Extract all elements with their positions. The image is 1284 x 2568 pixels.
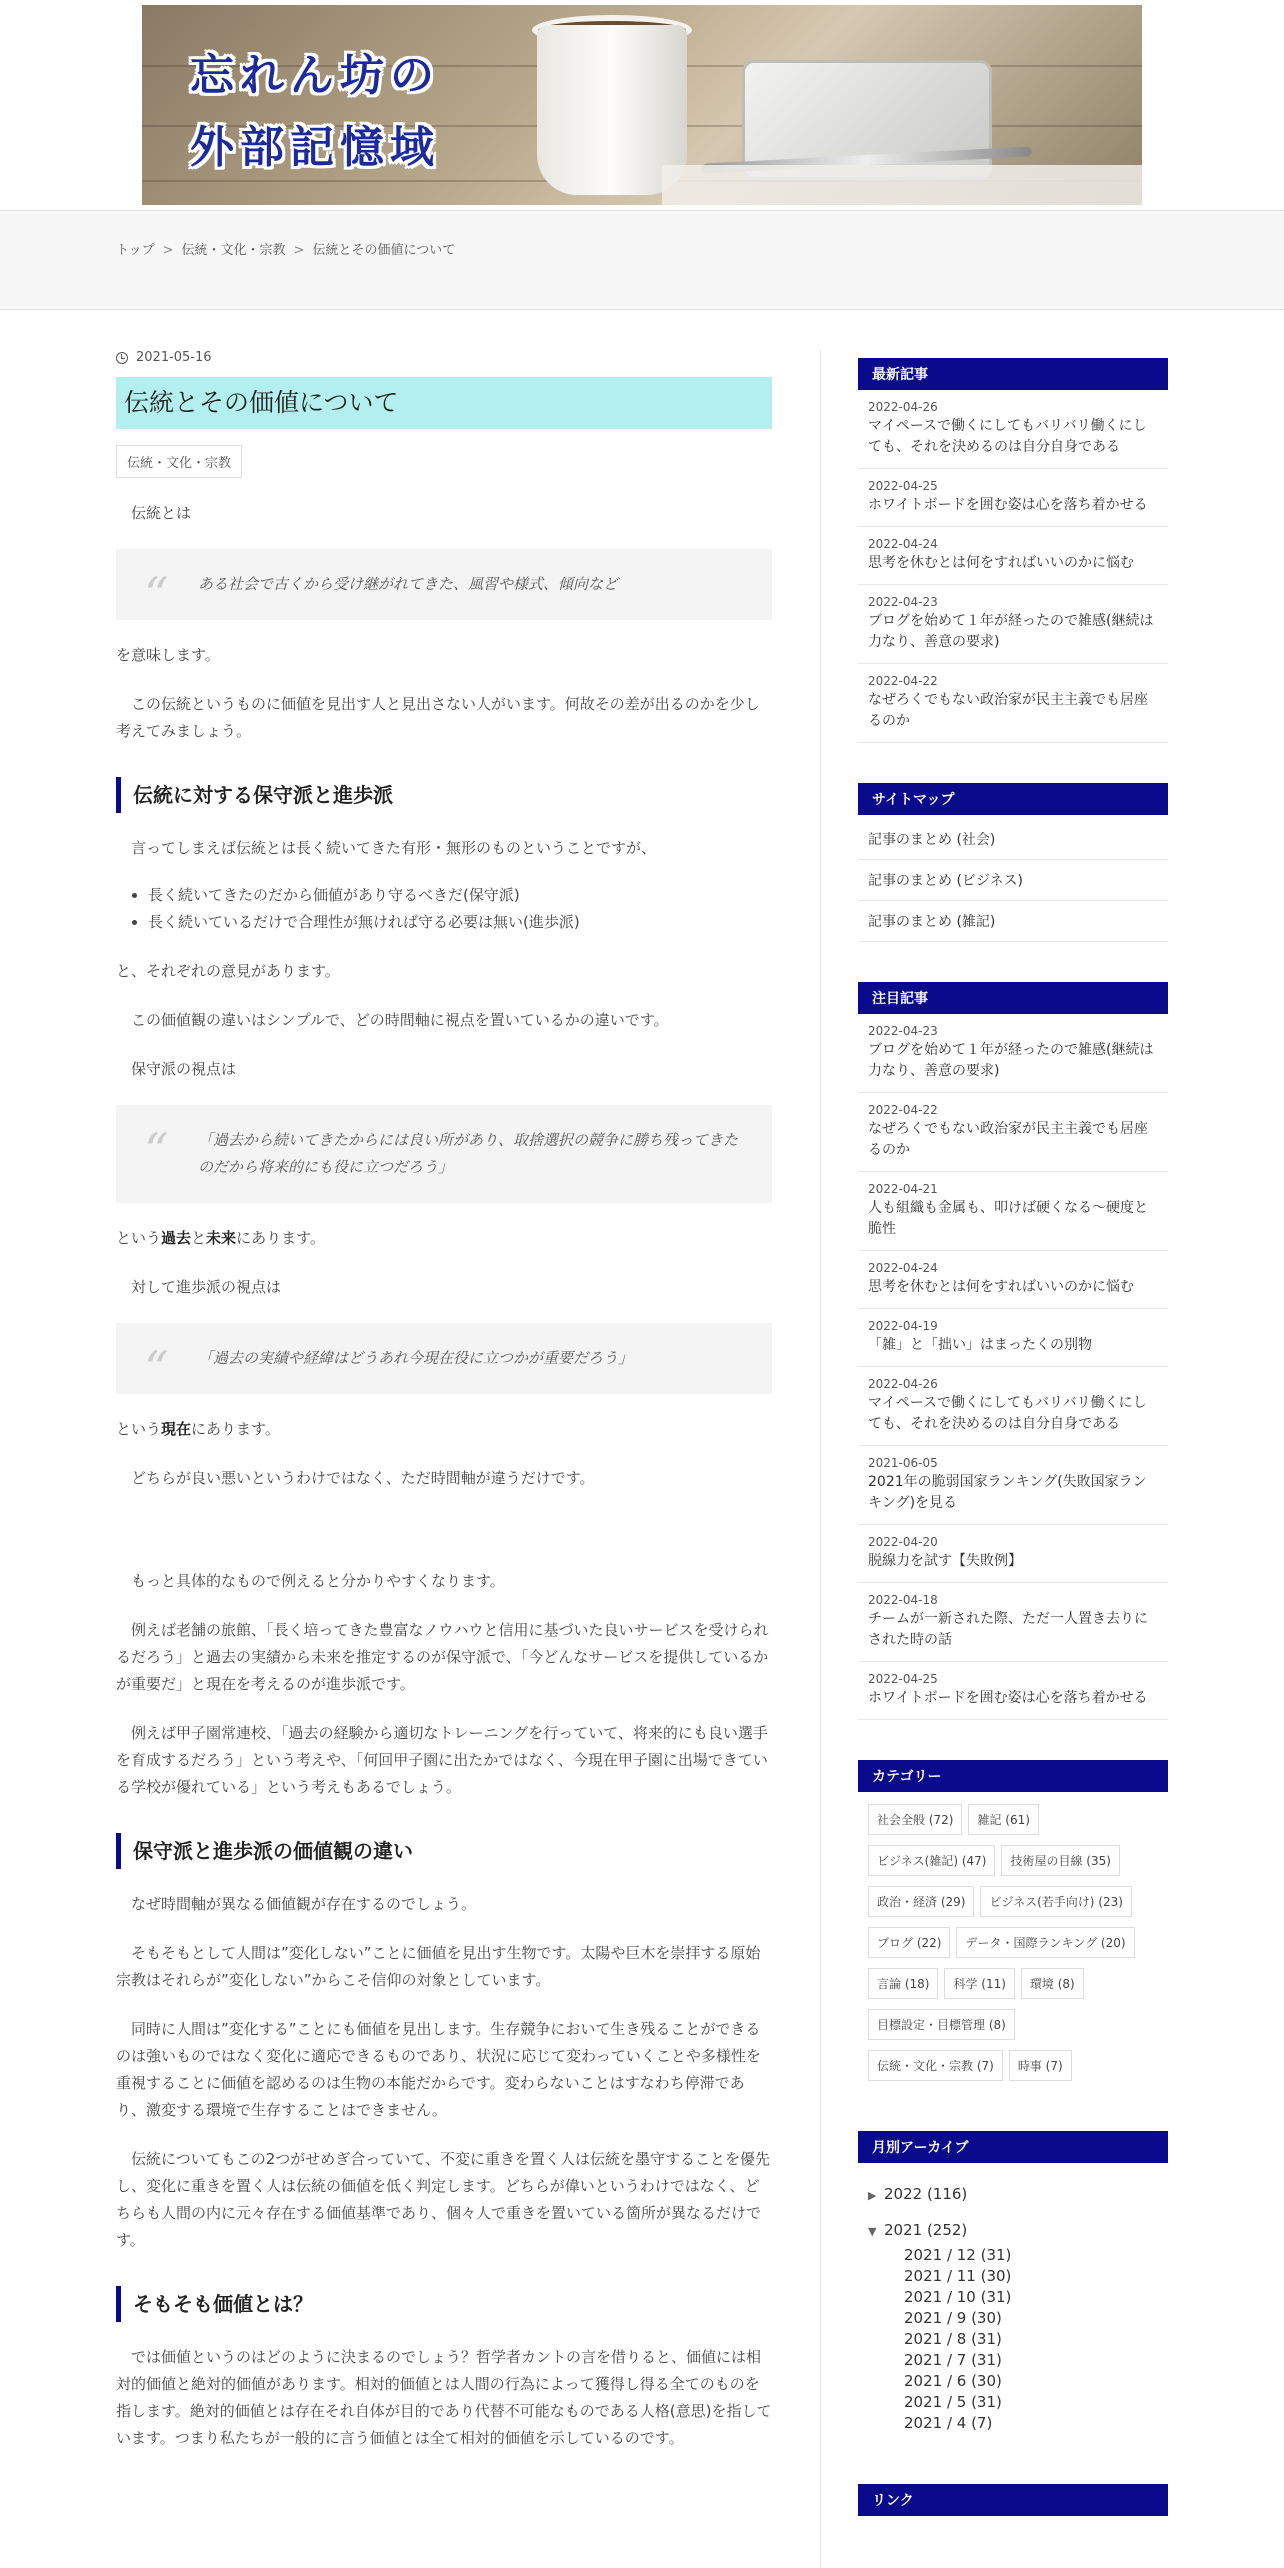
archive-month-link[interactable]: 2021 / 11 (30) (904, 2267, 1012, 2285)
archive-month-link[interactable]: 2021 / 7 (31) (904, 2351, 1002, 2369)
breadcrumb-category[interactable]: 伝統・文化・宗教 (181, 243, 286, 258)
site-title[interactable]: 忘れん坊の 外部記憶域 (190, 50, 440, 173)
category-tag[interactable]: データ・国際ランキング (20) (956, 1927, 1134, 1958)
article-title-link[interactable]: 脱線力を試す【失敗例】 (868, 1553, 1022, 1569)
article-title-link[interactable]: チームが一新された際、ただ一人置き去りにされた時の話 (868, 1611, 1148, 1648)
article-title-link[interactable]: ブログを始めて１年が経ったので雑感(継続は力なり、善意の要求) (868, 1042, 1154, 1079)
list-item: • 長く続いているだけで合理性が無ければ守る必要は無い(進歩派) (148, 909, 772, 936)
post-date: 2021-05-16 (116, 350, 772, 365)
paragraph: という現在にあります。 (116, 1420, 280, 1438)
paragraph: この価値観の違いはシンプルで、どの時間軸に視点を置いているかの違いです。 (131, 1011, 669, 1029)
article-date: 2021-06-05 (868, 1456, 938, 1470)
article-title-link[interactable]: 思考を休むとは何をすればいいのかに悩む (868, 1279, 1134, 1295)
article-title-link[interactable]: 「雑」と「拙い」はまったくの別物 (868, 1337, 1092, 1353)
article-title-link[interactable]: マイペースで働くにしてもバリバリ働くにしても、それを決めるのは自分自身である (868, 1395, 1147, 1432)
featured-post-item[interactable] (858, 1446, 1168, 1525)
category-tag[interactable]: 環境 (8) (1021, 1968, 1084, 1999)
paragraph: という過去と未来にあります。 (116, 1229, 325, 1247)
featured-post-item[interactable] (858, 1172, 1168, 1251)
caret-down-icon: ▼ (868, 2225, 877, 2238)
article-title-link[interactable]: 2021年の脆弱国家ランキング(失敗国家ランキング)を見る (868, 1474, 1147, 1511)
recent-post-item[interactable] (858, 527, 1168, 585)
archive-year-2021[interactable]: ▼ 2021 (252) (868, 2217, 1158, 2245)
featured-post-item[interactable] (858, 1093, 1168, 1172)
recent-post-item[interactable] (858, 390, 1168, 469)
recent-posts-widget (858, 358, 1168, 743)
category-tag[interactable]: ビジネス(雑記) (47) (868, 1845, 995, 1876)
article-title-link[interactable]: ブログを始めて１年が経ったので雑感(継続は力なり、善意の要求) (868, 613, 1154, 650)
paragraph: では価値というのはどのように決まるのでしょう？哲学者カントの言を借りると、価値には相対的価値と絶対的価値があります。相対的価値とは人間の行為によって獲得し得る全てのものを指します。絶対的価値とは存在それ自体が目的であり代替不可能なものである人格(意思)を指しています。つまり私たちが一般的に言う価値とは全て相対的価値を示しているのです。 (116, 2348, 772, 2447)
paragraph: と、それぞれの意見があります。 (116, 962, 340, 980)
quote-icon: “ (144, 567, 169, 623)
category-tag[interactable]: ビジネス(若手向け) (23) (980, 1886, 1131, 1917)
category-tag[interactable]: 技術屋の目線 (35) (1001, 1845, 1119, 1876)
paragraph: を意味します。 (116, 646, 220, 664)
article-date: 2022-04-19 (868, 1319, 938, 1333)
paragraph: どちらが良い悪いというわけではなく、ただ時間軸が違うだけです。 (131, 1469, 595, 1487)
paragraph: 伝統とは (131, 504, 192, 522)
article-date: 2022-04-24 (868, 1261, 938, 1275)
article-date: 2022-04-25 (868, 479, 938, 493)
paragraph: 例えば老舗の旅館、「長く培ってきた豊富なノウハウと信用に基づいた良いサービスを受けられるだろう」と過去の実績から未来を推定するのが保守派で、「今どんなサービスを提供しているかが重要だ」と現在を考えるのが進歩派です。 (116, 1621, 769, 1693)
archive-month-link[interactable]: 2021 / 6 (30) (904, 2372, 1002, 2390)
article-title-link[interactable]: マイペースで働くにしてもバリバリ働くにしても、それを決めるのは自分自身である (868, 418, 1147, 455)
column-divider (820, 350, 821, 2568)
widget-title: リンク (858, 2484, 1168, 2516)
sitemap-widget (858, 783, 1168, 942)
article-date: 2022-04-23 (868, 595, 938, 609)
site-header (0, 0, 1284, 210)
article-title-link[interactable]: 人も組織も金属も、叩けば硬くなる～硬度と脆性 (868, 1200, 1148, 1237)
article-title-link[interactable]: なぜろくでもない政治家が民主主義でも居座るのか (868, 692, 1148, 729)
paragraph: この伝統というものに価値を見出す人と見出さない人がいます。何故その差が出るのかを少し考えてみましょう。 (116, 695, 760, 740)
featured-posts-widget (858, 982, 1168, 1720)
category-tag[interactable]: 目標設定・目標管理 (8) (868, 2009, 1015, 2040)
paragraph: そもそもとして人間は”変化しない”ことに価値を見出す生物です。太陽や巨木を崇拝する原始宗教はそれらが”変化しない”からこそ信仰の対象としています。 (116, 1944, 761, 1989)
article-date: 2022-04-20 (868, 1535, 938, 1549)
sidebar (858, 358, 1168, 2556)
category-tag[interactable]: 政治・経済 (29) (868, 1886, 974, 1917)
article-title-link[interactable]: ホワイトボードを囲む姿は心を落ち着かせる (868, 497, 1148, 513)
archive-month-link[interactable]: 2021 / 10 (31) (904, 2288, 1012, 2306)
article-date: 2022-04-26 (868, 1377, 938, 1391)
quote-icon: “ (144, 1123, 169, 1179)
archive-month-link[interactable]: 2021 / 5 (31) (904, 2393, 1002, 2411)
breadcrumb-bar (0, 210, 1284, 310)
links-widget (858, 2484, 1168, 2516)
featured-post-item[interactable] (858, 1014, 1168, 1093)
category-tag[interactable]: 時事 (7) (1009, 2050, 1072, 2081)
paragraph: 例えば甲子園常連校、「過去の経験から適切なトレーニングを行っていて、将来的にも良い選手を育成するだろう」という考えや、「何回甲子園に出たかではなく、今現在甲子園に出場できている学校が優れている」という考えもあるでしょう。 (116, 1724, 768, 1796)
paragraph: なぜ時間軸が異なる価値観が存在するのでしょう。 (131, 1895, 477, 1913)
widget-title: 最新記事 (858, 358, 1168, 390)
article-title-link[interactable]: ホワイトボードを囲む姿は心を落ち着かせる (868, 1690, 1148, 1706)
archive-widget (858, 2131, 1168, 2444)
archive-month-link[interactable]: 2021 / 9 (30) (904, 2309, 1002, 2327)
featured-post-item[interactable] (858, 1309, 1168, 1367)
article-date: 2022-04-23 (868, 1024, 938, 1038)
category-tag[interactable]: ブログ (22) (868, 1927, 950, 1958)
blockquote: “ 「過去の実績や経緯はどうあれ今現在役に立つかが重要だろう」 (116, 1323, 772, 1394)
category-tag[interactable]: 言論 (18) (868, 1968, 938, 1999)
featured-post-item[interactable] (858, 1367, 1168, 1446)
blockquote: “ ある社会で古くから受け継がれてきた、風習や様式、傾向など (116, 549, 772, 620)
article-date: 2022-04-24 (868, 537, 938, 551)
article-title-link[interactable]: なぜろくでもない政治家が民主主義でも居座るのか (868, 1121, 1148, 1158)
sitemap-link[interactable]: 記事のまとめ (社会) (858, 819, 1168, 860)
archive-month-link[interactable]: 2021 / 12 (31) (904, 2246, 1012, 2264)
archive-month-link[interactable]: 2021 / 8 (31) (904, 2330, 1002, 2348)
category-tag[interactable]: 社会全般 (72) (868, 1804, 962, 1835)
bullet-list (148, 882, 772, 936)
paragraph: 同時に人間は”変化する”ことにも価値を見出します。生存競争において生き残ることができるのは強いものではなく変化に適応できるものであり、状況に応じて変わっていくことや多様性を重視することに価値を認めるのは生物の本能だからです。変わらないことはすなわち停滞であり、激変する環境で生存することはできません。 (116, 2020, 761, 2119)
blockquote: “ 「過去から続いてきたからには良い所があり、取捨選択の競争に勝ち残ってきたのだから将来的にも役に立つだろう」 (116, 1105, 772, 1203)
widget-title: 注目記事 (858, 982, 1168, 1014)
article-title-link[interactable]: 思考を休むとは何をすればいいのかに悩む (868, 555, 1134, 571)
article-date: 2022-04-26 (868, 400, 938, 414)
article-date: 2022-04-25 (868, 1672, 938, 1686)
section-heading: 伝統に対する保守派と進歩派 (116, 777, 772, 813)
section-heading: 保守派と進歩派の価値観の違い (116, 1833, 772, 1869)
breadcrumb: トップ > 伝統・文化・宗教 > 伝統とその価値について (116, 243, 456, 258)
category-tag[interactable]: 科学 (11) (944, 1968, 1014, 1999)
archive-month-link[interactable]: 2021 / 4 (7) (904, 2414, 993, 2432)
category-widget (858, 1760, 1168, 2091)
sitemap-link[interactable]: 記事のまとめ (雑記) (858, 901, 1168, 942)
breadcrumb-top[interactable]: トップ (116, 243, 155, 258)
post-title: 伝統とその価値について (116, 377, 772, 429)
featured-post-item[interactable] (858, 1583, 1168, 1662)
article-date: 2022-04-21 (868, 1182, 938, 1196)
paragraph: 伝統についてもこの2つがせめぎ合っていて、不変に重きを置く人は伝統を墨守することを優先し、変化に重きを置く人は伝統の価値を低く判定します。どちらが偉いというわけではなく、どちらも人間の内に元々存在する価値基準であり、個々人で重きを置いている箇所が異なるだけです。 (116, 2150, 770, 2249)
header-banner[interactable] (142, 5, 1142, 205)
recent-post-item[interactable] (858, 664, 1168, 743)
category-tag[interactable]: 伝統・文化・宗教 (7) (868, 2050, 1003, 2081)
recent-post-item[interactable] (858, 585, 1168, 664)
widget-title: 月別アーカイブ (858, 2131, 1168, 2163)
recent-post-item[interactable] (858, 469, 1168, 527)
archive-year-2022[interactable]: ▶ 2022 (116) (868, 2181, 1158, 2209)
article-date: 2022-04-18 (868, 1593, 938, 1607)
widget-title: サイトマップ (858, 783, 1168, 815)
breadcrumb-current: 伝統とその価値について (312, 243, 456, 258)
featured-post-item[interactable] (858, 1525, 1168, 1583)
caret-right-icon: ▶ (868, 2189, 877, 2202)
category-tag[interactable]: 雑記 (61) (968, 1804, 1038, 1835)
paragraph: もっと具体的なもので例えると分かりやすくなります。 (131, 1572, 505, 1590)
featured-post-item[interactable] (858, 1251, 1168, 1309)
quote-icon: “ (144, 1341, 169, 1397)
featured-post-item[interactable] (858, 1662, 1168, 1720)
list-item: • 長く続いてきたのだから価値があり守るべきだ(保守派) (148, 882, 772, 909)
article-date: 2022-04-22 (868, 1103, 938, 1117)
post-category-tag[interactable]: 伝統・文化・宗教 (116, 445, 242, 478)
article (116, 350, 772, 2452)
paragraph: 保守派の視点は (131, 1060, 237, 1078)
paragraph: 対して進歩派の視点は (131, 1278, 282, 1296)
article-date: 2022-04-22 (868, 674, 938, 688)
sitemap-link[interactable]: 記事のまとめ (ビジネス) (858, 860, 1168, 901)
paragraph: 言ってしまえば伝統とは長く続いてきた有形・無形のものということですが、 (131, 839, 657, 857)
widget-title: カテゴリー (858, 1760, 1168, 1792)
section-heading: そもそも価値とは？ (116, 2286, 772, 2322)
clock-icon (116, 352, 128, 364)
